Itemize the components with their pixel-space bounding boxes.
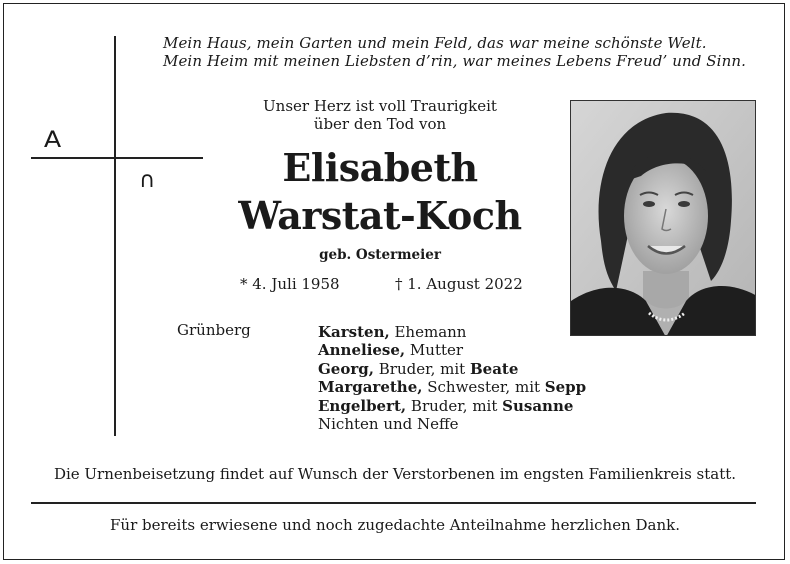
cross-horizontal-beam (31, 157, 203, 159)
family-member: Georg, Bruder, mit Beate (318, 359, 519, 378)
family-member: Engelbert, Bruder, mit Susanne (318, 396, 574, 415)
intro-line: Unser Herz ist voll Traurigkeit (263, 97, 497, 115)
birth-name: geb. Ostermeier (319, 247, 441, 263)
family-member: Margarethe, Schwester, mit Sepp (318, 378, 587, 397)
alpha-symbol: A (43, 128, 62, 153)
burial-notice: Die Urnenbeisetzung findet auf Wunsch der Verstorbenen im engsten Familienkreis statt. (53, 465, 737, 483)
poem-line: Mein Haus, mein Garten und mein Feld, das war meine schönste Welt. (163, 34, 707, 52)
birth-date: * 4. Juli 1958 (240, 275, 340, 293)
divider (31, 502, 756, 504)
intro-line: über den Tod von (313, 115, 447, 133)
family-member: Nichten und Neffe (318, 415, 459, 434)
cross-vertical-beam (114, 36, 116, 436)
poem (163, 34, 746, 70)
family-list (318, 323, 586, 433)
poem-line: Mein Heim mit meinen Liebsten d’rin, war meines Lebens Freud’ und Sinn. (163, 52, 746, 70)
first-name: Elisabeth (282, 145, 478, 190)
omega-symbol: ∩ (139, 168, 156, 193)
death-date: † 1. August 2022 (395, 275, 523, 293)
thanks-line: Für bereits erwiesene und noch zugedachte Anteilnahme herzlichen Dank. (110, 516, 680, 534)
place-name: Grünberg (177, 321, 251, 339)
last-name: Warstat-Koch (238, 193, 522, 238)
portrait-photo (570, 100, 756, 336)
family-member: Karsten, Ehemann (318, 323, 467, 341)
family-member: Anneliese, Mutter (318, 341, 464, 360)
intro-text (220, 97, 540, 133)
